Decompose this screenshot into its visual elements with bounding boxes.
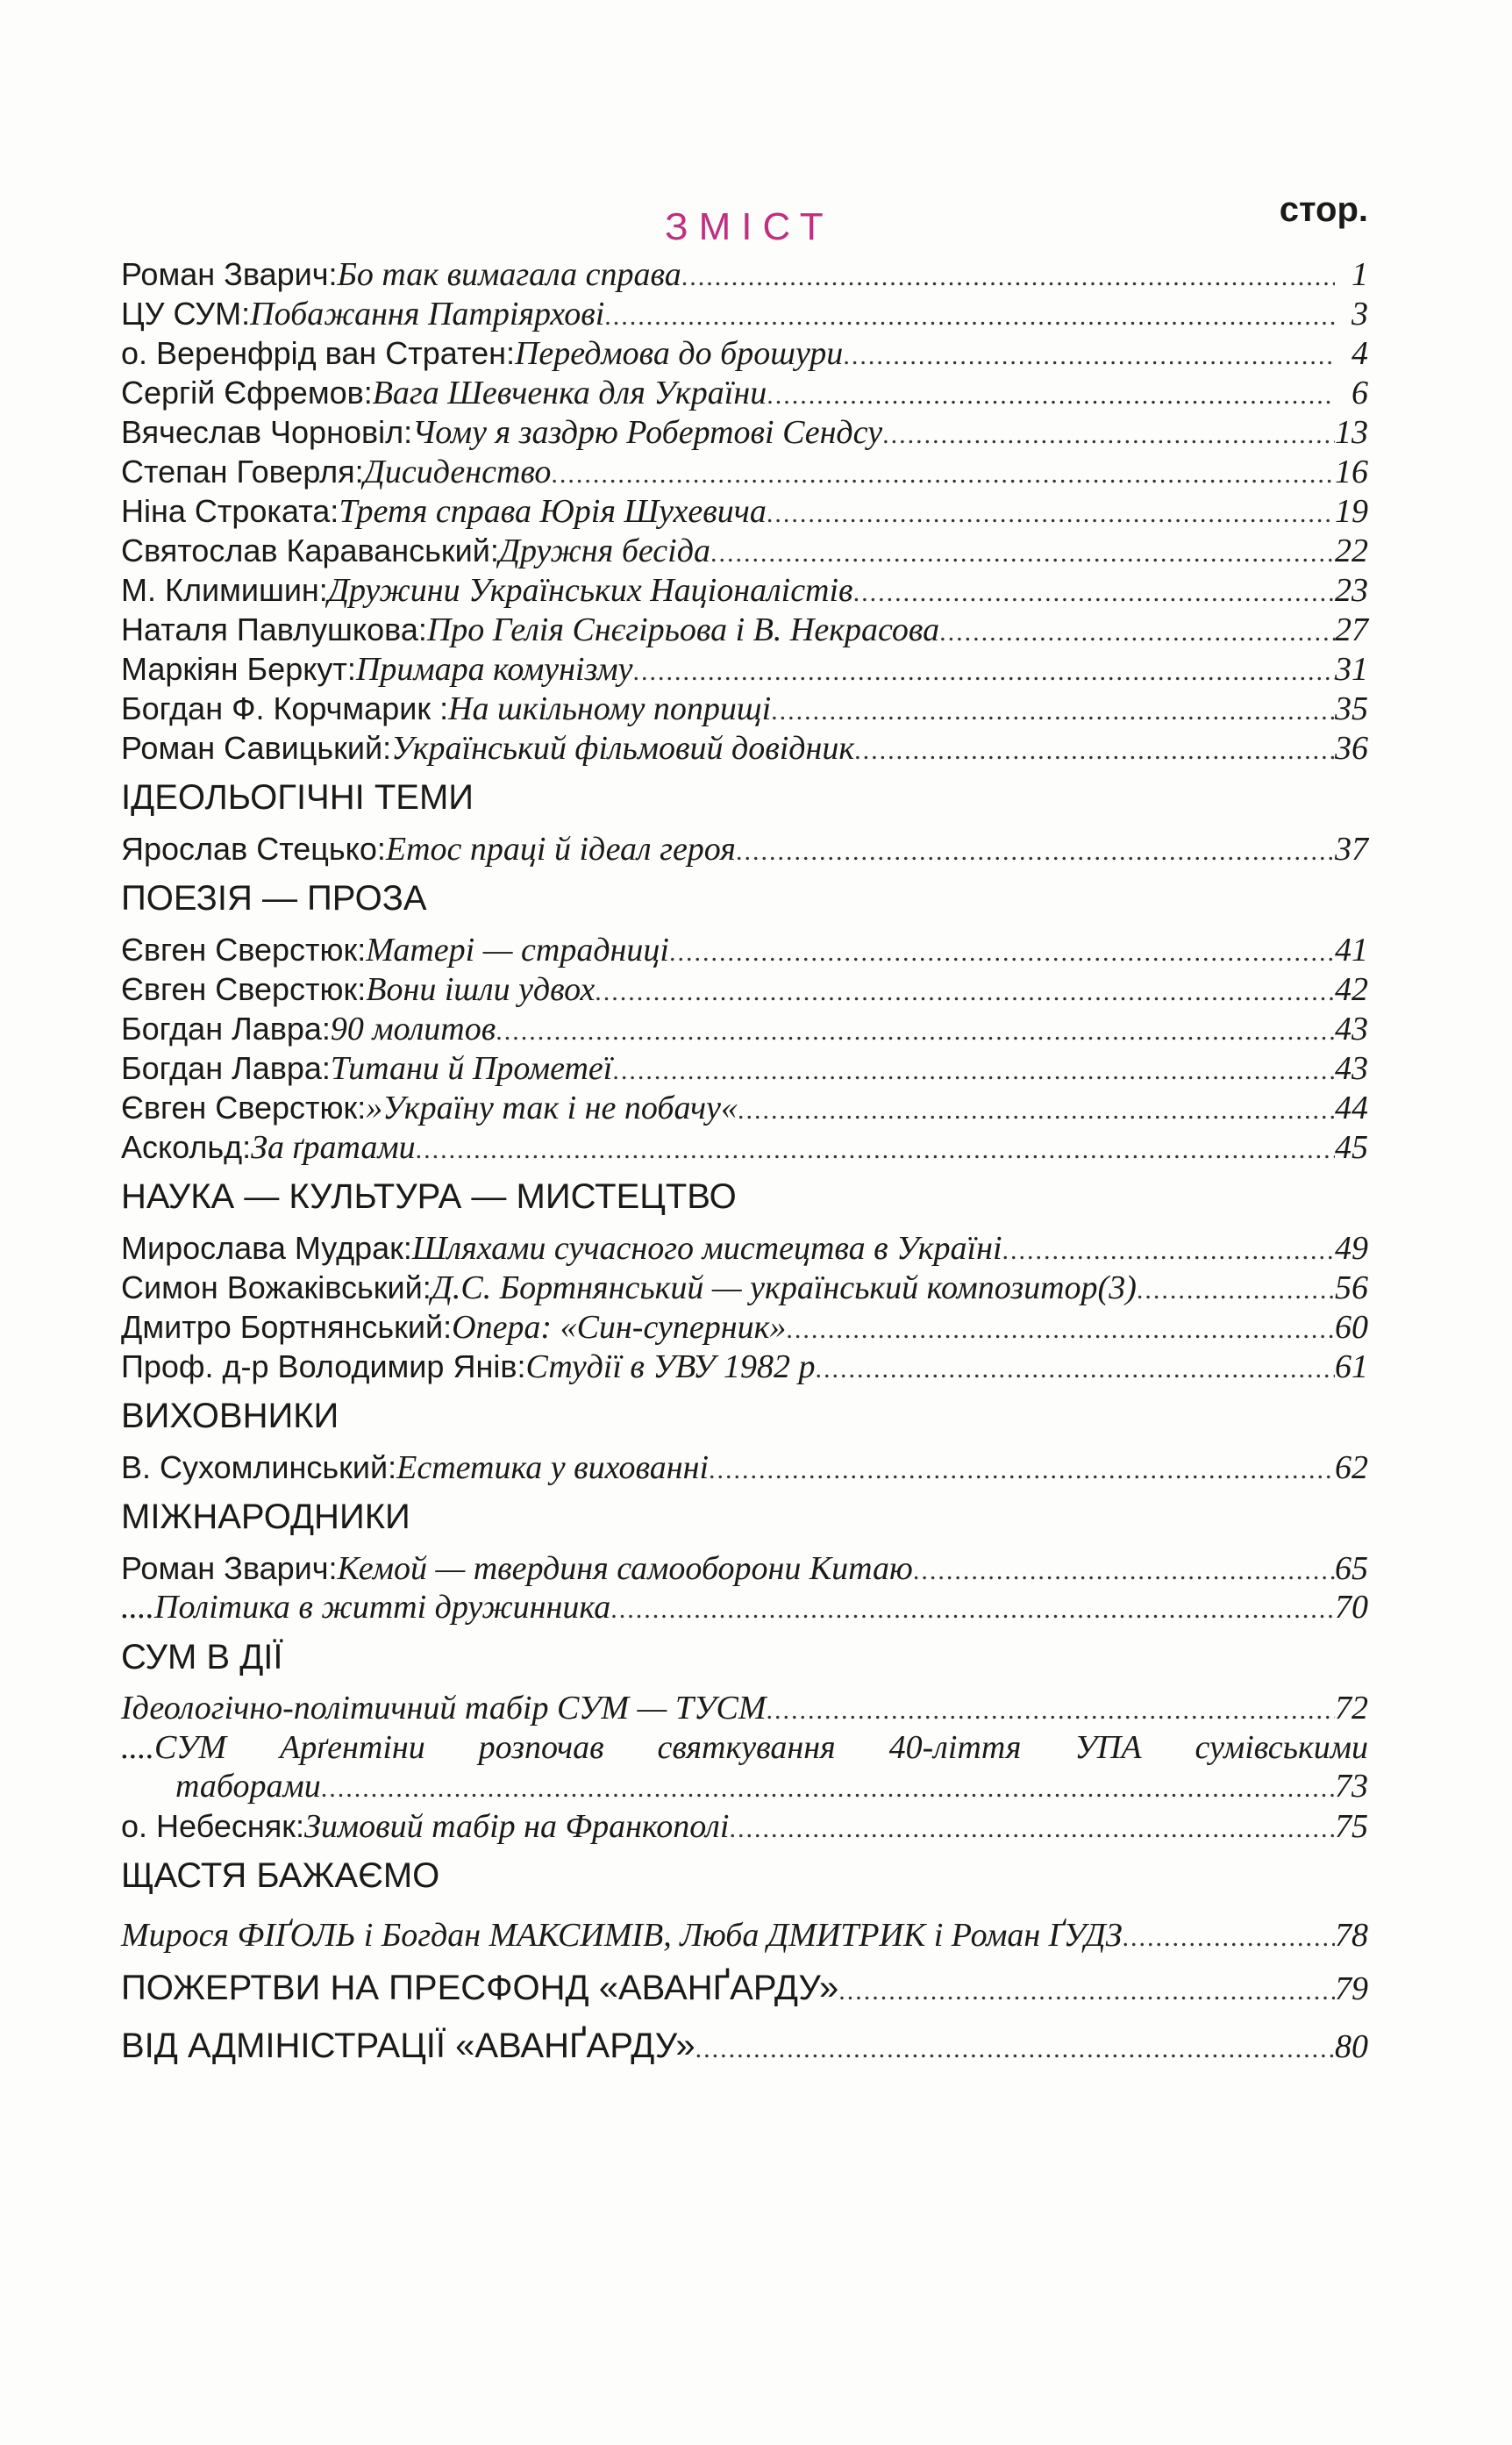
dot-leader: [843, 336, 1335, 375]
toc-group: [121, 1172, 1368, 1386]
entry-page-number: 44: [1335, 1090, 1368, 1126]
toc-entry: [121, 333, 1368, 373]
toc-entry: [121, 969, 1368, 1009]
entry-title: Дисиденство: [363, 454, 552, 490]
entry-author: Ярослав Стецько:: [121, 831, 386, 867]
toc-entry: [121, 254, 1368, 294]
dot-leader: [738, 1090, 1335, 1130]
entry-author: Євген Сверстюк:: [121, 1090, 367, 1126]
section-heading: ВИХОВНИКИ: [121, 1397, 339, 1435]
entry-page-number: 56: [1335, 1269, 1368, 1306]
entry-page-number: 16: [1335, 454, 1368, 490]
entry-page-number: 42: [1335, 971, 1368, 1008]
entry-author: ЦУ СУМ:: [121, 296, 251, 332]
entry-author: Дмитро Бортнянський:: [121, 1309, 453, 1345]
entry-title: Естетика у вихованні: [396, 1449, 710, 1486]
toc-entry: [121, 1916, 1368, 1955]
toc-entry: [121, 1548, 1368, 1588]
entry-author: о. Небесняк:: [121, 1808, 305, 1844]
entry-title: За ґратами: [251, 1129, 416, 1166]
entry-title: ПОЖЕРТВИ НА ПРЕСФОНД «АВАНҐАРДУ»: [121, 1969, 839, 2007]
entry-author: Вячеслав Чорновіл:: [121, 414, 413, 450]
entry-title: Шляхами сучасного мистецтва в Україні: [411, 1230, 1002, 1267]
toc-entry: [121, 1307, 1368, 1347]
entry-page-number: 65: [1335, 1550, 1368, 1587]
entry-author: Богдан Ф. Корчмарик :: [121, 690, 449, 726]
toc-entry-administration: [121, 2020, 1368, 2071]
entry-title-line-1: ....СУМ Арґентіни розпочав святкування 40-ліття УПА сумівськими: [121, 1729, 1368, 1766]
toc-entry: [121, 491, 1368, 531]
entry-page-number: 22: [1335, 533, 1368, 569]
toc-entry: [121, 689, 1368, 728]
dot-leader: [816, 1349, 1335, 1389]
dot-leader: [767, 494, 1335, 533]
dot-leader: [1123, 1918, 1335, 1957]
toc-group: [121, 773, 1368, 869]
entry-title: Опера: «Син-суперник»: [452, 1309, 787, 1346]
entry-author: М. Климишин:: [121, 572, 328, 608]
toc-entry: [121, 373, 1368, 412]
dot-leader: [939, 612, 1335, 652]
dot-leader: [612, 1051, 1335, 1090]
toc-entry: [121, 1009, 1368, 1048]
entry-author: Проф. д-р Володимир Янів:: [121, 1348, 526, 1384]
entry-author: Богдан Лавра:: [121, 1050, 331, 1086]
entry-title: Мирося ФІҐОЛЬ і Богдан МАКСИМІВ, Люба ДМИТРИК і Роман ҐУДЗ: [121, 1917, 1123, 1954]
dot-leader: [416, 1130, 1335, 1169]
entry-page-number: 73: [1335, 1768, 1368, 1805]
entry-title: 90 молитов: [330, 1011, 496, 1047]
dot-leader: [709, 1450, 1335, 1490]
entry-page-number: 36: [1335, 730, 1368, 767]
entry-title: Передмова до брошури: [514, 335, 844, 372]
entry-author: Євген Сверстюк:: [121, 932, 367, 968]
dot-leader: [771, 691, 1335, 731]
dot-leader: [786, 1310, 1335, 1349]
entry-page-number: 6: [1352, 375, 1368, 411]
entry-title: На шкільному поприщі: [448, 690, 772, 727]
toc-entry: [121, 1088, 1368, 1127]
dot-leader: [595, 972, 1335, 1012]
entry-author: Сергій Єфремов:: [121, 375, 373, 411]
entry-page-number: 4: [1352, 335, 1368, 372]
toc-entry: [121, 570, 1368, 610]
entry-author: Ніна Строката:: [121, 493, 339, 529]
entry-page-number: 78: [1335, 1917, 1368, 1954]
toc-entry: [121, 531, 1368, 570]
entry-page-number: 70: [1335, 1589, 1368, 1626]
entry-author: Святослав Караванський:: [121, 533, 499, 568]
dot-leader: [736, 832, 1335, 871]
entry-page-number: 35: [1335, 690, 1368, 727]
entry-author: Аскольд:: [121, 1129, 252, 1165]
entry-page-number: 62: [1335, 1449, 1368, 1486]
table-of-contents: [121, 190, 1368, 2071]
entry-title: Вага Шевченка для України: [372, 375, 767, 411]
dot-leader: [854, 731, 1335, 770]
entry-page-number: 45: [1335, 1129, 1368, 1166]
entry-page-number: 43: [1335, 1011, 1368, 1047]
entry-page-number: 23: [1335, 572, 1368, 609]
entry-title: Етос праці й ідеал героя: [385, 831, 736, 868]
entry-page-number: 1: [1352, 256, 1368, 293]
page-title: ЗМІСТ: [665, 205, 834, 248]
entry-title: Третя справа Юрія Шухевича: [339, 493, 767, 530]
entry-author: Маркіян Беркут:: [121, 651, 356, 687]
entry-title: Примара комунізму: [355, 651, 633, 688]
toc-entry: [121, 829, 1368, 869]
entry-title: Дружини Українських Націоналістів: [327, 572, 853, 609]
toc-header: [121, 190, 1368, 254]
entry-page-number: 79: [1335, 1970, 1368, 2007]
dot-leader: [767, 375, 1335, 415]
dot-leader: [767, 1691, 1335, 1730]
toc-entry: [121, 1228, 1368, 1268]
entry-title: »Україну так і не побачу«: [366, 1090, 738, 1126]
entry-title: Титани й Прометеї: [330, 1050, 613, 1087]
dot-leader: [604, 297, 1335, 336]
entry-title: Побажання Патріярхові: [250, 296, 605, 332]
toc-entry: [121, 452, 1368, 491]
page-column-label: стор.: [1279, 190, 1368, 229]
section-heading: ІДЕОЛЬОГІЧНІ ТЕМИ: [121, 778, 474, 817]
entry-title: Зимовий табір на Франкополі: [304, 1808, 730, 1845]
toc-entry: [121, 1689, 1368, 1728]
entry-title: Бо так вимагала справа: [337, 256, 681, 293]
entry-title: Кемой — твердиня самооборони Китаю: [337, 1550, 913, 1587]
toc-entry: [121, 930, 1368, 969]
toc-entry: [121, 1806, 1368, 1846]
entry-title-continuation: таборами: [175, 1768, 321, 1805]
entry-page-number: 43: [1335, 1050, 1368, 1087]
entry-author: о. Веренфрід ван Стратен:: [121, 335, 515, 371]
dot-leader: [632, 652, 1335, 691]
toc-entry: [121, 610, 1368, 649]
entry-page-number: 13: [1335, 414, 1368, 451]
dot-leader: [496, 1012, 1335, 1051]
section-heading: ПОЕЗІЯ — ПРОЗА: [121, 879, 427, 918]
dot-leader: [710, 533, 1335, 573]
entry-title: Вони ішли удвох: [366, 971, 596, 1008]
entry-author: Симон Вожаківський:: [121, 1269, 431, 1305]
entry-author: Мирослава Мудрак:: [121, 1230, 412, 1266]
entry-author: Роман Савицький:: [121, 730, 392, 766]
entry-title: Матері — страдниці: [366, 932, 669, 969]
toc-entry: [121, 1448, 1368, 1487]
toc-group: [121, 1851, 1368, 1955]
toc-entry: [121, 649, 1368, 689]
entry-title: Ідеологічно-політичний табір СУМ — ТУСМ: [121, 1690, 767, 1727]
entry-page-number: 72: [1335, 1690, 1368, 1727]
toc-entry: [121, 1048, 1368, 1088]
entry-title: Студії в УВУ 1982 р: [525, 1348, 816, 1385]
toc-group: [121, 1492, 1368, 1627]
entry-page-number: 80: [1335, 2028, 1368, 2065]
dot-leader: [669, 933, 1335, 972]
dot-leader: [695, 2024, 1335, 2075]
toc-entry-wrapped: [121, 1728, 1368, 1806]
entry-page-number: 60: [1335, 1309, 1368, 1346]
entry-title: Чому я заздрю Робертові Сендсу: [412, 414, 883, 451]
dot-leader: [610, 1590, 1335, 1629]
dot-leader: [321, 1769, 1335, 1808]
toc-entry: [121, 728, 1368, 768]
toc-group: [121, 1633, 1368, 1846]
section-heading: НАУКА — КУЛЬТУРА — МИСТЕЦТВО: [121, 1177, 737, 1216]
entry-author: Євген Сверстюк:: [121, 971, 367, 1007]
entry-title-line-2: [121, 1767, 1368, 1806]
toc-entry: [121, 412, 1368, 452]
entry-page-number: 61: [1335, 1348, 1368, 1385]
dot-leader: [1137, 1270, 1335, 1310]
dot-leader: [882, 415, 1335, 454]
toc-closing: [121, 1962, 1368, 2071]
entry-author: Роман Зварич:: [121, 256, 338, 292]
entry-page-number: 41: [1335, 932, 1368, 969]
entry-page-number: 19: [1335, 493, 1368, 530]
entry-title: Дружня бесіда: [498, 533, 710, 569]
toc-entry-donations: [121, 1962, 1368, 2013]
dot-leader: [551, 454, 1335, 494]
entry-page-number: 31: [1335, 651, 1368, 688]
entry-page-number: 37: [1335, 831, 1368, 868]
entry-author: Роман Зварич:: [121, 1550, 338, 1586]
entry-title: Про Гелія Снєгірьова і В. Некрасова: [426, 611, 940, 648]
toc-entry: [121, 1347, 1368, 1386]
toc-group: [121, 1391, 1368, 1487]
dot-leader: [838, 1966, 1335, 2017]
toc-entry: [121, 1588, 1368, 1627]
dot-leader: [913, 1551, 1335, 1591]
entry-title: Український фільмовий довідник: [391, 730, 855, 767]
entry-author: Богдан Лавра:: [121, 1011, 331, 1047]
entry-title: ....Політика в житті дружинника: [121, 1589, 611, 1626]
dot-leader: [1002, 1231, 1335, 1270]
toc-entry: [121, 1268, 1368, 1307]
entry-author: Наталя Павлушкова:: [121, 611, 427, 647]
entry-page-number: 3: [1352, 296, 1368, 332]
entry-page-number: 75: [1335, 1808, 1368, 1845]
toc-group: [121, 254, 1368, 768]
entry-page-number: 27: [1335, 611, 1368, 648]
section-heading: СУМ В ДІЇ: [121, 1638, 283, 1676]
section-heading: МІЖНАРОДНИКИ: [121, 1498, 410, 1536]
section-heading: ЩАСТЯ БАЖАЄМО: [121, 1856, 440, 1895]
entry-author: В. Сухомлинський:: [121, 1449, 397, 1485]
entry-page-number: 49: [1335, 1230, 1368, 1267]
dot-leader: [681, 257, 1335, 297]
entry-title: Д.С. Бортнянський — український композитор(3): [431, 1269, 1137, 1306]
toc-entry: [121, 1127, 1368, 1167]
toc-group: [121, 874, 1368, 1167]
entry-title: ВІД АДМІНІСТРАЦІЇ «АВАНҐАРДУ»: [121, 2027, 695, 2065]
dot-leader: [729, 1809, 1335, 1848]
toc-entry: [121, 294, 1368, 333]
dot-leader: [853, 573, 1335, 612]
entry-author: Степан Говерля:: [121, 454, 364, 490]
